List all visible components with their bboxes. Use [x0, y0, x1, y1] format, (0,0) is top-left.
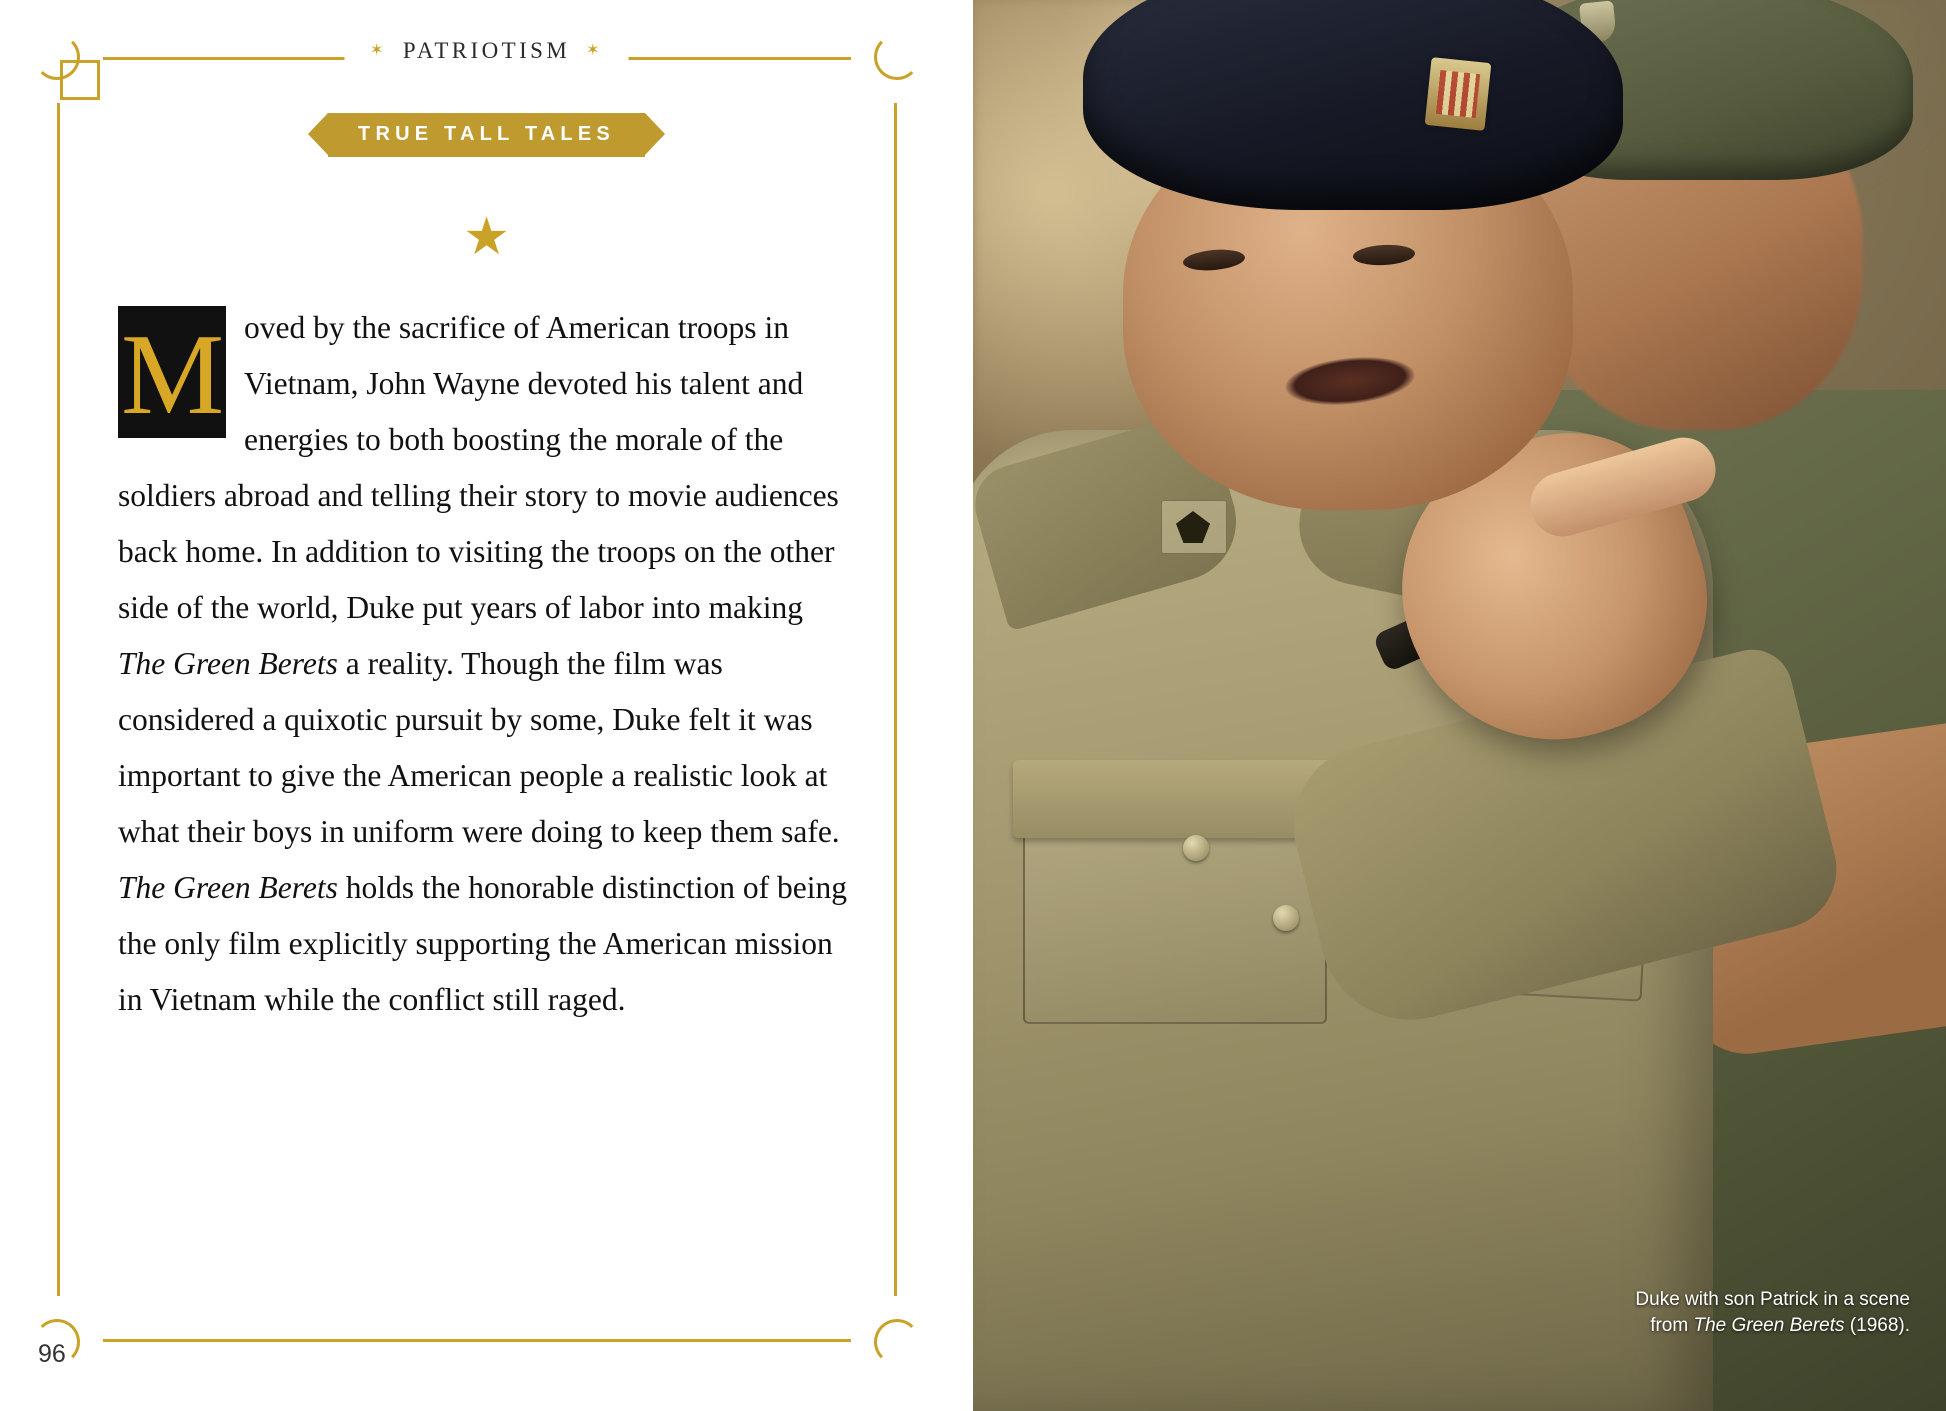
frame-corner-bottom-left — [57, 1296, 103, 1342]
category-label-text: PATRIOTISM — [402, 38, 571, 63]
beret-flash-insignia-icon — [1425, 57, 1492, 131]
photo-caption — [1610, 1287, 1910, 1339]
star-icon-divider: ★ — [463, 209, 510, 266]
green-beret-hat — [1083, 0, 1623, 210]
photo-caption-film-title: The Green Berets — [1693, 1315, 1845, 1336]
frame-corner-top-left — [57, 57, 103, 103]
page-number: 96 — [38, 1340, 66, 1368]
section-banner-label: TRUE TALL TALES — [328, 113, 645, 157]
star-icon-left: ✶ — [370, 42, 387, 59]
film-title-2: The Green Berets — [118, 870, 338, 905]
photo-john-wayne-green-berets — [973, 0, 1946, 1411]
frame-corner-top-right — [851, 57, 897, 103]
shoulder-insignia-icon — [1161, 500, 1227, 554]
jacket-pocket-flap — [1013, 760, 1333, 838]
right-photo-page — [973, 0, 1946, 1411]
photo-caption-part1: Duke with son Patrick in a scene from — [1635, 1289, 1910, 1336]
article-paragraph-part2: a reality. Though the film was considered a quixotic pursuit by some, Duke felt it was important to give the American people a realistic look at what their boys in uniform were doing to keep them safe. — [118, 646, 840, 849]
category-label — [344, 38, 629, 64]
film-title-1: The Green Berets — [118, 646, 338, 681]
drop-cap: M — [118, 306, 226, 438]
jacket-button-2 — [1273, 905, 1299, 931]
star-icon-right: ✶ — [586, 42, 603, 59]
photo-caption-part2: (1968). — [1844, 1315, 1910, 1336]
section-banner — [0, 113, 973, 157]
jacket-button-1 — [1183, 835, 1209, 861]
frame-corner-bottom-right — [851, 1296, 897, 1342]
article-paragraph-part1: oved by the sacrifice of American troops in Vietnam, John Wayne devoted his talent and energies to both boosting the morale of the soldiers abroad and telling their story to movie audiences back home. In addition to visiting the troops on the other side of the world, Duke put years of labor into making — [118, 310, 839, 625]
article-paragraph-part3: holds the honorable distinction of being the only film explicitly supporting the American mission in Vietnam while the conflict still raged. — [118, 870, 848, 1017]
article-body — [118, 300, 858, 1028]
